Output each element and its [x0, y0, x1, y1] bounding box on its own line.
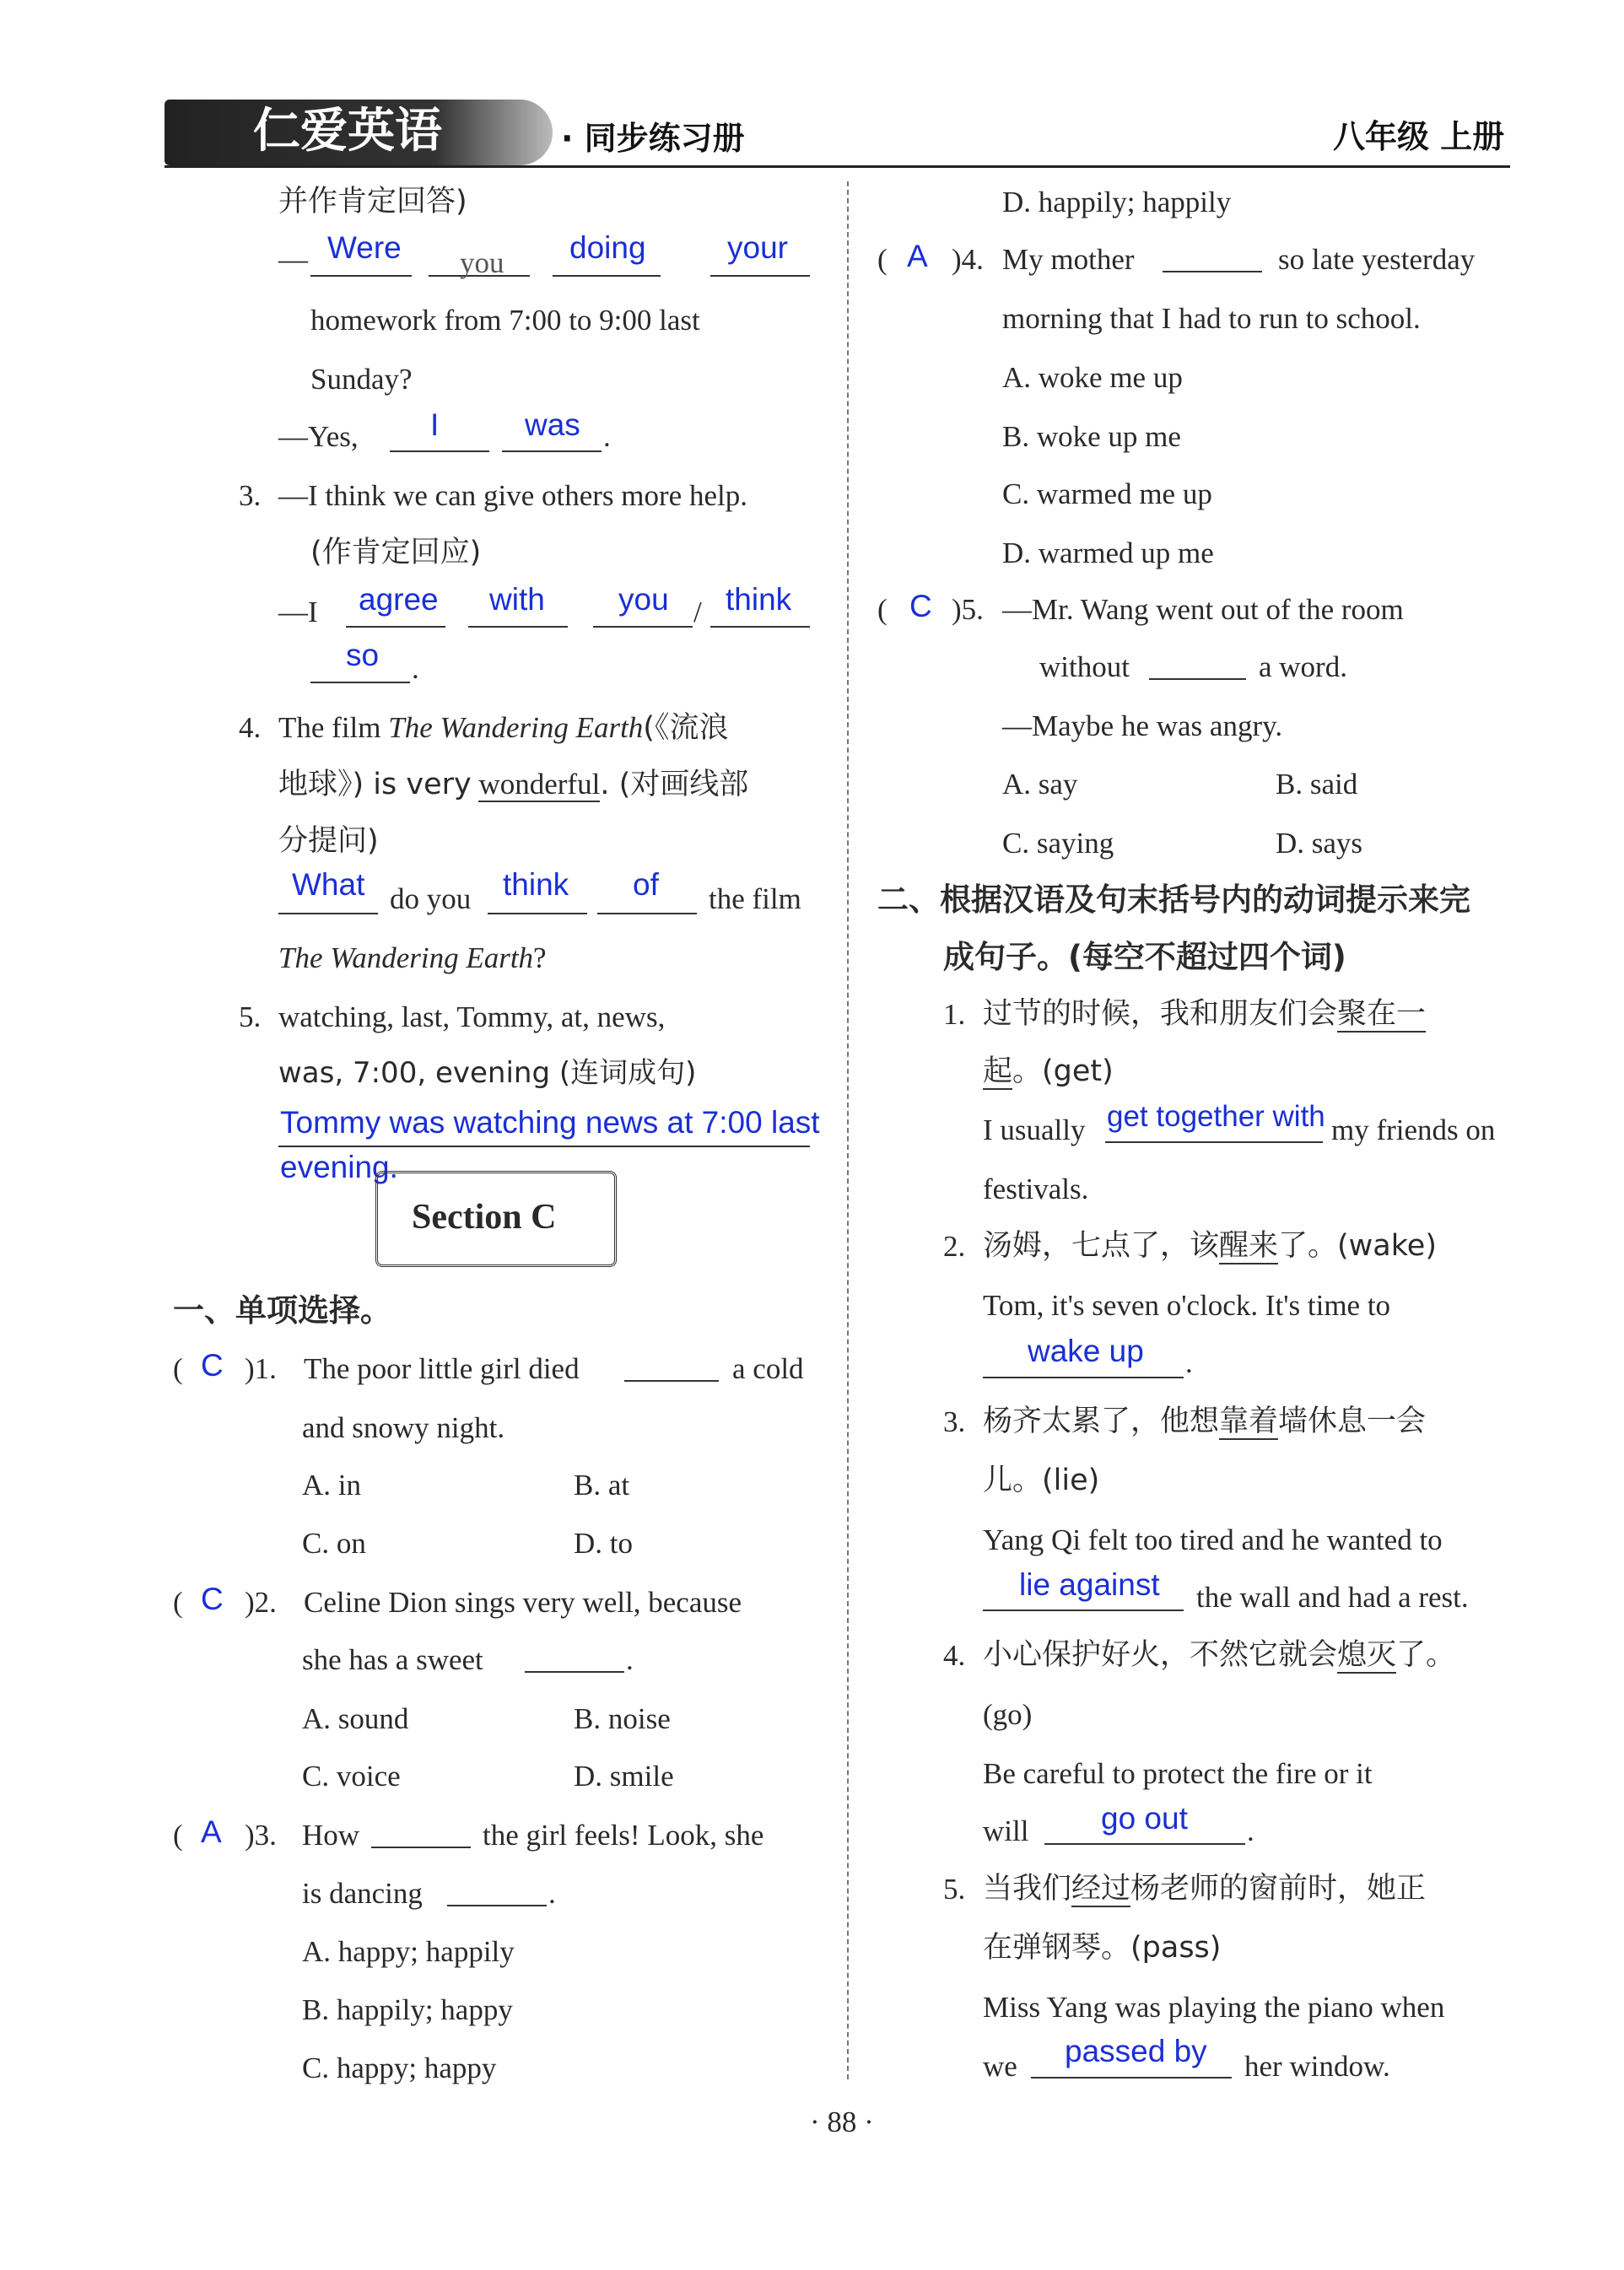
answer-blank: [447, 1905, 547, 1906]
answer-text: A: [201, 1814, 222, 1849]
answer-text: doing: [569, 230, 646, 265]
option: D. warmed up me: [1002, 536, 1214, 569]
book-subtitle: · 同步练习册: [561, 120, 745, 157]
option: B. noise: [574, 1702, 671, 1735]
answer-text: go out: [1101, 1801, 1188, 1836]
answer-text: you: [618, 582, 669, 617]
answer-blank: [1044, 1843, 1245, 1845]
grade-label: 八年级 上册: [1333, 118, 1505, 155]
option: C. voice: [302, 1760, 401, 1793]
answer-text: Were: [327, 230, 402, 265]
text-line: a cold: [732, 1352, 804, 1385]
text-line: morning that I had to run to school.: [1002, 302, 1421, 335]
text-line: we: [983, 2050, 1017, 2083]
option: C. warmed me up: [1002, 477, 1212, 510]
answer-blank: [278, 913, 378, 914]
text-line: My mother: [1002, 243, 1135, 276]
text-line: festivals.: [983, 1173, 1089, 1205]
option: A. woke me up: [1002, 361, 1183, 394]
question-number: 4.: [943, 1639, 966, 1672]
text-line: 当我们经过杨老师的窗前时，她正: [983, 1872, 1427, 1906]
answer-blank: [278, 1146, 810, 1147]
dash: —: [278, 243, 308, 276]
text-line: without: [1039, 650, 1130, 683]
paren: (: [173, 1352, 183, 1385]
option: B. woke up me: [1002, 420, 1181, 453]
option: B. happily; happy: [302, 1993, 513, 2026]
answer-blank: [371, 1847, 471, 1848]
text-line: 起。(get): [983, 1054, 1114, 1088]
option: C. saying: [1002, 827, 1114, 860]
column-divider: [847, 181, 849, 2079]
question-number: )3.: [245, 1819, 277, 1852]
text-line: Celine Dion sings very well, because: [304, 1586, 742, 1619]
answer-blank: [488, 913, 587, 914]
paren: (: [173, 1819, 183, 1852]
text-line: —Yes,: [278, 420, 359, 453]
part-heading: 二、根据汉语及句末括号内的动词提示来完: [877, 882, 1470, 918]
option: A. happy; happily: [302, 1935, 515, 1968]
option: A. say: [1002, 768, 1078, 801]
text-line: 小心保护好火，不然它就会熄灭了。: [983, 1638, 1456, 1672]
text-line: and snowy night.: [302, 1411, 505, 1444]
text-line: —I: [278, 596, 318, 628]
paren: (: [877, 593, 888, 626]
text-line: a word.: [1259, 650, 1347, 683]
page-number: · 88 ·: [810, 2106, 874, 2138]
part-heading: 成句子。(每空不超过四个词): [943, 939, 1346, 975]
text-line: 地球》) is very wonderful. (对画线部: [278, 768, 749, 801]
text-line: 儿。(lie): [983, 1464, 1100, 1497]
text-line: .: [1247, 1814, 1254, 1847]
answer-blank: [710, 275, 810, 277]
text-line: 杨齐太累了，他想靠着墙休息一会: [983, 1405, 1427, 1438]
text-line: /: [693, 596, 702, 628]
text-line: 汤姆，七点了，该醒来了。(wake): [983, 1229, 1437, 1263]
answer-blank: [468, 626, 568, 628]
part-heading: 一、单项选择。: [173, 1292, 391, 1329]
question-number: 3.: [943, 1405, 966, 1438]
answer-text: C: [201, 1582, 224, 1616]
text-line: Tom, it's seven o'clock. It's time to: [983, 1289, 1391, 1322]
option: C. on: [302, 1527, 366, 1560]
text-line: will: [983, 1814, 1029, 1847]
text-line: .: [548, 1877, 556, 1910]
question-number: 1.: [943, 998, 966, 1031]
answer-text: your: [727, 230, 788, 265]
answer-blank: [310, 682, 410, 683]
text-line: (作肯定回应): [310, 536, 482, 569]
answer-text: evening.: [280, 1150, 398, 1184]
question-number: 2.: [943, 1230, 966, 1263]
answer-blank: [593, 626, 693, 628]
answer-blank: [983, 1609, 1184, 1611]
answer-blank: [1163, 271, 1262, 272]
text-line: do you: [390, 882, 472, 915]
option: B. at: [574, 1469, 630, 1502]
answer-text: think: [503, 867, 569, 902]
answer-blank: [710, 626, 810, 628]
answer-text: Tommy was watching news at 7:00 last: [280, 1105, 820, 1140]
answer-text: you: [460, 246, 504, 279]
question-number: 3.: [239, 479, 262, 512]
option: D. happily; happily: [1002, 186, 1232, 218]
question-number: )5.: [952, 593, 984, 626]
text-line: .: [626, 1643, 634, 1676]
question-number: )1.: [245, 1352, 277, 1385]
answer-blank: [1105, 1141, 1323, 1143]
text-line: How: [302, 1819, 360, 1852]
text-line: (go): [983, 1698, 1033, 1731]
answer-blank: [390, 450, 489, 452]
text-line: my friends on: [1331, 1113, 1496, 1146]
answer-blank: [1149, 678, 1246, 680]
option: D. smile: [574, 1760, 674, 1793]
answer-text: of: [633, 867, 659, 902]
answer-blank: [346, 626, 445, 628]
answer-text: get together with: [1107, 1100, 1325, 1133]
answer-text: C: [201, 1348, 224, 1383]
text-line: —Maybe he was angry.: [1002, 709, 1283, 742]
text-line: Yang Qi felt too tired and he wanted to: [983, 1523, 1443, 1556]
option: A. sound: [302, 1702, 409, 1735]
text-line: The film The Wandering Earth(《流浪: [278, 711, 729, 745]
question-number: 5.: [239, 1000, 262, 1033]
text-line: is dancing: [302, 1877, 423, 1910]
text-line: Sunday?: [310, 363, 413, 396]
answer-text: was: [525, 407, 580, 442]
option: D. says: [1276, 827, 1363, 860]
text-line: her window.: [1244, 2050, 1390, 2083]
answer-text: A: [907, 239, 928, 273]
text-line: .: [1185, 1346, 1193, 1379]
option: A. in: [302, 1469, 361, 1502]
answer-text: C: [909, 589, 932, 623]
header-rule: [165, 165, 1510, 168]
answer-blank: [525, 1671, 624, 1673]
answer-blank: [553, 275, 661, 277]
text-line: Miss Yang was playing the piano when: [983, 1991, 1445, 2024]
answer-blank: [624, 1380, 719, 1382]
answer-blank: [597, 913, 697, 914]
text-line: the film: [709, 882, 801, 915]
question-number: )4.: [952, 243, 984, 276]
section-title: Section C: [412, 1198, 557, 1237]
answer-text: wake up: [1028, 1334, 1144, 1368]
text-line: 过节的时候，我和朋友们会聚在一: [983, 997, 1427, 1031]
text-line: Be careful to protect the fire or it: [983, 1757, 1373, 1790]
answer-text: lie against: [1019, 1567, 1160, 1602]
text-line: was, 7:00, evening (连词成句): [278, 1056, 697, 1090]
text-line: 分提问): [278, 824, 379, 858]
text-line: 并作肯定回答): [278, 185, 467, 218]
answer-blank: [502, 450, 602, 452]
question-number: )2.: [245, 1586, 277, 1619]
question-number: 4.: [239, 711, 262, 744]
text-line: the girl feels! Look, she: [483, 1819, 764, 1852]
answer-blank: [310, 275, 412, 277]
answer-text: think: [726, 582, 792, 617]
answer-text: I: [430, 407, 440, 442]
text-line: watching, last, Tommy, at, news,: [278, 1000, 666, 1033]
text-line: .: [603, 420, 611, 453]
option: D. to: [574, 1527, 633, 1560]
answer-blank: [983, 1377, 1184, 1378]
text-line: the wall and had a rest.: [1196, 1581, 1469, 1614]
text-line: homework from 7:00 to 9:00 last: [310, 304, 700, 337]
text-line: The Wandering Earth?: [278, 941, 547, 974]
paren: (: [173, 1586, 183, 1619]
answer-text: so: [346, 638, 380, 672]
text-line: .: [412, 652, 419, 685]
text-line: so late yesterday: [1278, 243, 1476, 276]
answer-text: agree: [359, 582, 439, 617]
text-line: —Mr. Wang went out of the room: [1002, 593, 1404, 626]
answer-text: with: [489, 582, 545, 617]
text-line: —I think we can give others more help.: [278, 479, 747, 512]
text-line: I usually: [983, 1113, 1086, 1146]
paren: (: [877, 243, 888, 276]
text-line: she has a sweet: [302, 1643, 483, 1676]
option: C. happy; happy: [302, 2052, 497, 2084]
brand-title: 仁爱英语: [253, 104, 442, 159]
option: B. said: [1276, 768, 1358, 801]
text-line: 在弹钢琴。(pass): [983, 1931, 1222, 1965]
answer-blank: [1031, 2077, 1232, 2079]
answer-text: What: [292, 867, 365, 902]
text-line: The poor little girl died: [304, 1352, 580, 1385]
answer-text: passed by: [1065, 2034, 1207, 2068]
question-number: 5.: [943, 1873, 966, 1906]
